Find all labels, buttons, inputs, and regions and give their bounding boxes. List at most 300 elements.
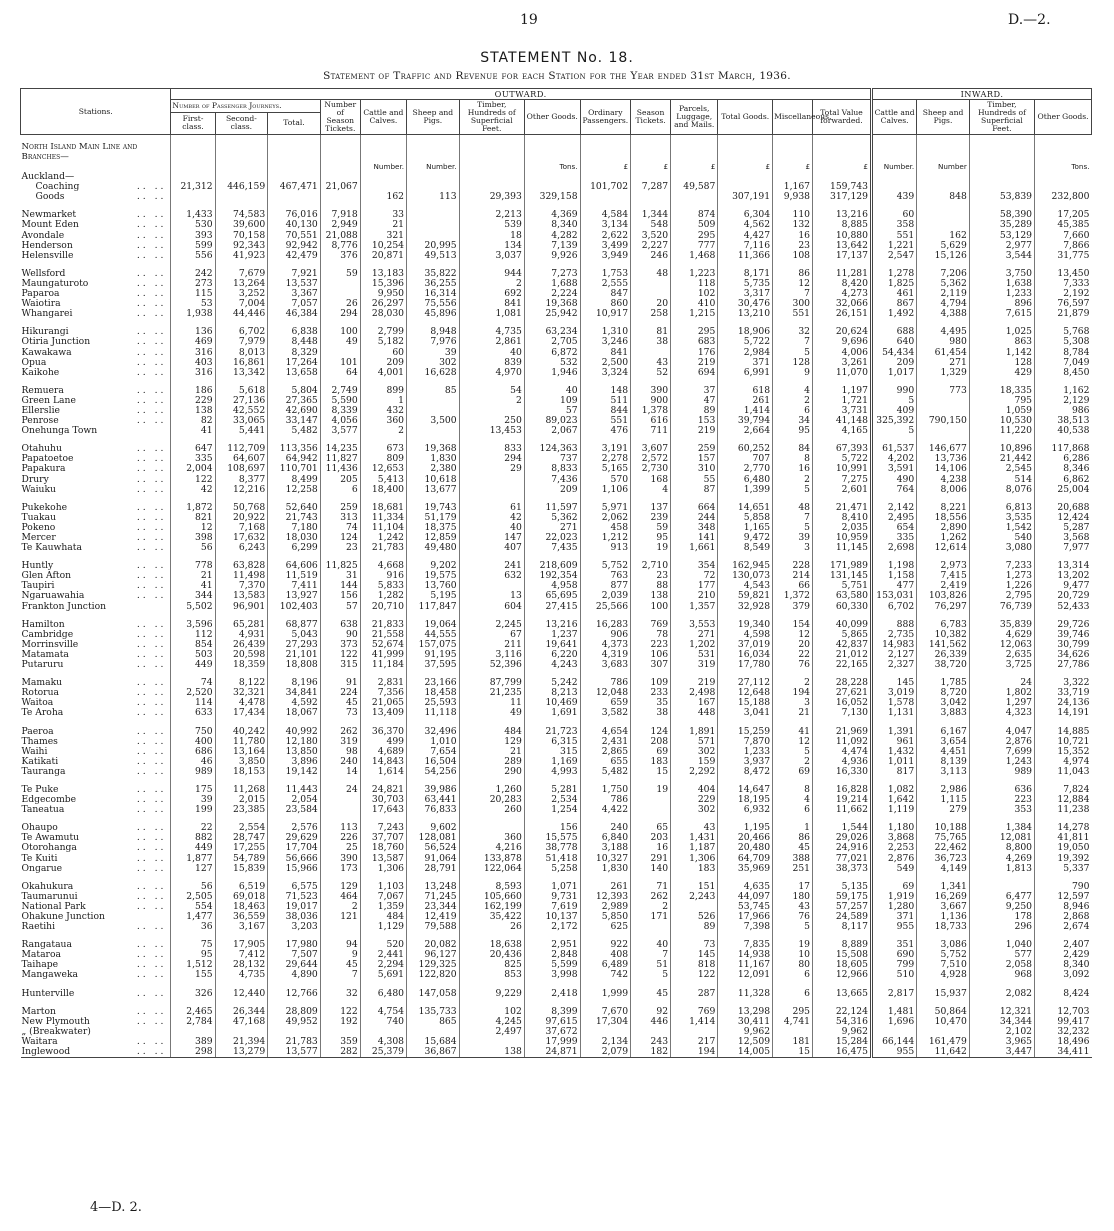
data-cell: 2,418 (524, 989, 580, 999)
data-cell: 3,937 (718, 757, 773, 767)
data-cell: 39,746 (1035, 630, 1092, 640)
data-cell: 26,439 (215, 640, 268, 650)
data-cell: 410 (671, 299, 718, 309)
data-cell: 302 (407, 358, 460, 368)
data-cell: 241 (459, 561, 524, 571)
data-cell: 51,418 (524, 854, 580, 864)
data-cell: 162 (917, 231, 970, 241)
data-cell: 233 (631, 688, 671, 698)
data-cell: 24,821 (360, 785, 406, 795)
data-cell: 1 (773, 823, 813, 833)
data-cell: 8,450 (1035, 368, 1092, 378)
station-name: Ohaupo .. .. (21, 823, 167, 834)
data-cell: 809 (360, 454, 406, 464)
table-row (21, 591, 1092, 601)
data-cell: 315 (320, 660, 360, 670)
data-cell: 133,878 (459, 854, 524, 864)
data-cell: 13,314 (1035, 561, 1092, 571)
data-cell: 1,278 (871, 269, 916, 279)
data-cell: 43 (773, 902, 813, 912)
data-cell: 1,262 (917, 533, 970, 543)
station-label: Auckland— (21, 172, 75, 183)
data-cell: 5,735 (718, 279, 773, 289)
data-cell (813, 172, 872, 182)
spacer-row (21, 932, 1092, 940)
data-cell: 847 (580, 289, 630, 299)
header-inward-cattle: Cattle and Calves. (871, 100, 916, 135)
data-cell: 75,556 (407, 299, 460, 309)
data-cell: 913 (580, 543, 630, 553)
data-cell: 354 (671, 561, 718, 571)
data-cell: 439 (871, 192, 916, 202)
table-row (21, 892, 1092, 902)
station-name: Henderson .. .. (21, 240, 167, 251)
data-cell: 664 (671, 503, 718, 513)
station-label: Morrinsville (21, 639, 79, 650)
data-cell: 14,843 (360, 757, 406, 767)
station-name: National Park .. .. (21, 901, 167, 912)
data-cell: 5,865 (813, 630, 872, 640)
data-cell: 7,436 (524, 475, 580, 485)
data-cell: 13,202 (1035, 571, 1092, 581)
data-cell: 76,597 (1035, 299, 1092, 309)
data-cell: 19,017 (268, 902, 321, 912)
data-cell: 39,794 (718, 416, 773, 426)
data-cell: 53 (171, 299, 215, 309)
table-row (21, 912, 1092, 922)
data-cell: 17,137 (813, 251, 872, 261)
data-cell: 2,227 (631, 241, 671, 251)
data-cell: 2,245 (459, 620, 524, 630)
data-cell: 632 (459, 571, 524, 581)
data-cell: 229 (671, 795, 718, 805)
data-cell: 3,750 (969, 269, 1034, 279)
data-cell: 8,549 (718, 543, 773, 553)
data-cell: 316 (171, 348, 215, 358)
data-cell: 4,936 (813, 757, 872, 767)
data-cell: 3,896 (268, 757, 321, 767)
data-cell: 4,584 (580, 210, 630, 220)
station-name: Otorohanga .. .. (21, 843, 167, 854)
data-cell: 2,622 (580, 231, 630, 241)
data-cell: 16,861 (215, 358, 268, 368)
table-row (21, 823, 1092, 833)
data-cell: 922 (580, 940, 630, 950)
data-cell: 13,216 (813, 210, 872, 220)
station-label: Katikati (21, 756, 59, 767)
data-cell: 71,523 (268, 892, 321, 902)
data-cell: 2,292 (671, 767, 718, 777)
data-cell: 11,597 (524, 503, 580, 513)
station-label: Newmarket (21, 210, 77, 221)
data-cell: 2 (459, 279, 524, 289)
data-cell: 20 (773, 640, 813, 650)
data-cell: 4,794 (917, 299, 970, 309)
data-cell: 5,308 (1035, 337, 1092, 347)
data-cell: 5,482 (580, 767, 630, 777)
header-second-class: Second-class. (215, 112, 268, 134)
data-cell: 877 (580, 581, 630, 591)
data-cell: 16 (631, 843, 671, 853)
spacer-row (21, 999, 1092, 1007)
data-cell: 1,414 (718, 406, 773, 416)
data-cell: 7,275 (813, 475, 872, 485)
data-cell: 34,411 (1035, 1047, 1092, 1058)
data-cell: 4,006 (813, 348, 872, 358)
data-cell: 28,809 (268, 1007, 321, 1017)
data-cell: 476 (580, 426, 630, 436)
table-row (21, 543, 1092, 553)
data-cell: 29,726 (1035, 620, 1092, 630)
data-cell: 2,134 (580, 1037, 630, 1047)
data-cell: 53,839 (969, 192, 1034, 202)
data-cell: 122,064 (459, 864, 524, 874)
data-cell: 467,471 (268, 182, 321, 192)
data-cell: 18,605 (813, 960, 872, 970)
data-cell: 2,817 (871, 989, 916, 999)
data-cell (917, 1027, 970, 1037)
station-name: Ongarue .. .. (21, 863, 167, 874)
station-label: Goods (35, 192, 65, 203)
data-cell: 151 (671, 882, 718, 892)
data-cell: 7 (773, 513, 813, 523)
data-cell: 122 (671, 970, 718, 980)
data-cell: 853 (459, 970, 524, 980)
data-cell: 7,619 (524, 902, 580, 912)
data-cell: 23,385 (215, 805, 268, 815)
data-cell: 49,513 (407, 251, 460, 261)
data-cell (969, 182, 1034, 192)
data-cell: 7,824 (1035, 785, 1092, 795)
data-cell: 6,838 (268, 327, 321, 337)
data-cell: 64,942 (268, 454, 321, 464)
data-cell: 45,385 (1035, 220, 1092, 230)
data-cell: 14 (320, 767, 360, 777)
data-cell: 219 (671, 358, 718, 368)
data-cell: 12,216 (215, 485, 268, 495)
data-cell: 13,298 (718, 1007, 773, 1017)
data-cell: 5,441 (215, 426, 268, 436)
data-cell: 8,946 (1035, 902, 1092, 912)
data-cell: 818 (671, 960, 718, 970)
data-cell: 3,725 (969, 660, 1034, 670)
data-cell: 549 (871, 864, 916, 874)
data-cell: 3,246 (580, 337, 630, 347)
data-cell: 76,833 (407, 805, 460, 815)
data-cell: 6,862 (1035, 475, 1092, 485)
data-cell: 2,989 (580, 902, 630, 912)
data-cell: 7,356 (360, 688, 406, 698)
data-cell: 3,080 (969, 543, 1034, 553)
data-cell: 786 (580, 678, 630, 688)
data-cell: 12 (171, 523, 215, 533)
data-cell: 1,399 (718, 485, 773, 495)
data-cell: 319 (320, 737, 360, 747)
data-cell: 344 (171, 591, 215, 601)
data-cell: 28,132 (215, 960, 268, 970)
table-row (21, 854, 1092, 864)
data-cell: 1,221 (871, 241, 916, 251)
data-cell: 7,180 (268, 523, 321, 533)
data-cell: 19,392 (1035, 854, 1092, 864)
data-cell: 19,142 (268, 767, 321, 777)
data-cell: 12,091 (718, 970, 773, 980)
data-cell: 4,323 (969, 708, 1034, 718)
data-cell: 6,519 (215, 882, 268, 892)
data-cell: 5,258 (524, 864, 580, 874)
data-cell: 13,409 (360, 708, 406, 718)
data-cell: 88 (631, 581, 671, 591)
spacer-row (21, 202, 1092, 210)
data-cell (631, 1027, 671, 1037)
data-cell: 1,432 (871, 747, 916, 757)
data-cell: 4,422 (580, 805, 630, 815)
data-cell: 49,952 (268, 1017, 321, 1027)
station-label: Mangaweka (21, 970, 79, 981)
data-cell: 860 (580, 299, 630, 309)
station-name: Inglewood .. .. (21, 1047, 171, 1058)
data-cell: 12 (773, 630, 813, 640)
data-cell: 40 (459, 348, 524, 358)
data-cell: 110 (773, 210, 813, 220)
data-cell: 8,213 (524, 688, 580, 698)
data-cell: 18,463 (215, 902, 268, 912)
data-cell: 4,273 (813, 289, 872, 299)
data-cell: 12,424 (1035, 513, 1092, 523)
data-cell: 7,243 (360, 823, 406, 833)
station-name: Paeroa .. .. (21, 726, 167, 737)
data-cell: 42,690 (268, 406, 321, 416)
data-cell: 250 (459, 416, 524, 426)
data-cell: 18,359 (215, 660, 268, 670)
data-cell (407, 1027, 460, 1037)
data-cell: 449 (171, 660, 215, 670)
data-cell: 376 (320, 251, 360, 261)
data-cell (459, 1037, 524, 1047)
data-cell: 11,825 (320, 561, 360, 571)
data-cell: 647 (171, 444, 215, 454)
data-cell: 43 (631, 358, 671, 368)
data-cell: 867 (871, 299, 916, 309)
data-cell: 217 (671, 1037, 718, 1047)
data-cell: 295 (671, 231, 718, 241)
data-cell (969, 882, 1034, 892)
data-cell: 19 (631, 543, 671, 553)
data-cell: 29,644 (268, 960, 321, 970)
station-name: Morrinsville .. .. (21, 639, 167, 650)
data-cell: 10,959 (813, 533, 872, 543)
data-cell: 1,226 (969, 581, 1034, 591)
data-cell: 15,937 (917, 989, 970, 999)
data-cell: 4,319 (580, 650, 630, 660)
data-cell: 3 (773, 698, 813, 708)
data-cell (917, 396, 970, 406)
data-cell: 291 (631, 854, 671, 864)
data-cell: 226 (320, 833, 360, 843)
data-cell: 29,629 (268, 833, 321, 843)
data-cell: 4,282 (524, 231, 580, 241)
table-row (21, 843, 1092, 853)
data-cell: 300 (773, 299, 813, 309)
station-name: Cambridge .. .. (21, 629, 167, 640)
data-cell: 279 (917, 805, 970, 815)
data-cell: 171,989 (813, 561, 872, 571)
data-cell: 8,339 (320, 406, 360, 416)
data-cell: 27,136 (215, 396, 268, 406)
station-name: Waitara .. .. (21, 1036, 167, 1047)
data-cell: 61,454 (917, 348, 970, 358)
data-cell: 1,273 (969, 571, 1034, 581)
station-label: Frankton Junction (21, 601, 107, 612)
data-cell (407, 210, 460, 220)
data-cell: 18,153 (215, 767, 268, 777)
unit-label: £ (813, 162, 872, 172)
data-cell: 130,073 (718, 571, 773, 581)
data-cell: 36 (171, 922, 215, 932)
data-cell: 11,104 (360, 523, 406, 533)
data-cell: 86 (773, 269, 813, 279)
data-cell: 25,004 (1035, 485, 1092, 495)
data-cell: 532 (524, 358, 580, 368)
data-cell: 4,269 (969, 854, 1034, 864)
data-cell: 14,651 (718, 503, 773, 513)
data-cell: 12,509 (718, 1037, 773, 1047)
data-cell: 1,280 (871, 902, 916, 912)
station-label: Inglewood (21, 1047, 71, 1058)
data-cell: 30,799 (1035, 640, 1092, 650)
data-cell: 106 (631, 650, 671, 660)
table-row (21, 989, 1092, 999)
data-cell (320, 289, 360, 299)
data-cell: 2,576 (268, 823, 321, 833)
data-cell: 8,171 (718, 269, 773, 279)
data-cell: 59,821 (718, 591, 773, 601)
data-cell: 109 (524, 396, 580, 406)
data-cell: 145 (671, 950, 718, 960)
station-name: Maungaturoto .. .. (21, 278, 167, 289)
data-cell: 7,412 (215, 950, 268, 960)
data-cell: 4,543 (718, 581, 773, 591)
data-cell: 13,183 (360, 269, 406, 279)
station-name: Mercer .. .. (21, 533, 167, 543)
station-label: Remuera (21, 385, 64, 396)
station-label: Papatoetoe (21, 454, 74, 465)
station-name: Taupiri .. .. (21, 581, 167, 592)
data-cell: 223 (631, 640, 671, 650)
data-cell: 2,770 (718, 464, 773, 474)
data-cell: 18,030 (268, 533, 321, 543)
data-cell: 4,668 (360, 561, 406, 571)
table-row (21, 602, 1092, 612)
data-cell: 526 (671, 912, 718, 922)
data-cell: 3,188 (580, 843, 630, 853)
data-cell (215, 192, 268, 202)
data-cell: 4 (773, 386, 813, 396)
data-cell: 76,016 (268, 210, 321, 220)
data-cell (671, 902, 718, 912)
data-cell: 7,116 (718, 241, 773, 251)
data-cell: 70,551 (268, 231, 321, 241)
table-row (21, 464, 1092, 474)
table-row (21, 688, 1092, 698)
data-cell: 27,365 (268, 396, 321, 406)
data-cell: 74 (320, 523, 360, 533)
data-cell: 446 (631, 1017, 671, 1027)
data-cell (215, 1027, 268, 1037)
data-cell: 8,221 (917, 503, 970, 513)
station-name: Thames .. .. (21, 736, 167, 747)
data-cell: 874 (671, 210, 718, 220)
data-cell: 325,392 (871, 416, 916, 426)
data-cell: 13,927 (268, 591, 321, 601)
station-name: New Plymouth .. .. (21, 1016, 167, 1027)
data-cell: 511 (580, 396, 630, 406)
data-cell: 359 (320, 1037, 360, 1047)
data-cell (524, 172, 580, 182)
data-cell: 14,191 (1035, 708, 1092, 718)
data-cell: 18,400 (360, 485, 406, 495)
data-cell: 2,547 (871, 251, 916, 261)
data-cell: 5 (871, 396, 916, 406)
data-cell: 1,431 (671, 833, 718, 843)
data-cell: 181 (773, 1037, 813, 1047)
data-cell: 9,202 (407, 561, 460, 571)
data-cell: 6,813 (969, 503, 1034, 513)
data-cell: 209 (524, 485, 580, 495)
station-label: Te Awamutu (21, 833, 80, 844)
data-cell: 34 (773, 416, 813, 426)
data-cell: 69 (871, 882, 916, 892)
data-cell: 19,368 (524, 299, 580, 309)
data-cell: 35 (631, 698, 671, 708)
data-cell (773, 1027, 813, 1037)
data-cell: 1,106 (580, 485, 630, 495)
data-cell: 1,830 (580, 864, 630, 874)
data-cell: 56,666 (268, 854, 321, 864)
data-cell: 490 (871, 475, 916, 485)
data-cell: 5,833 (360, 581, 406, 591)
data-cell: 262 (631, 892, 671, 902)
data-cell: 21 (171, 571, 215, 581)
data-cell: 408 (580, 950, 630, 960)
data-cell: 1,785 (917, 678, 970, 688)
data-cell: 156 (524, 823, 580, 833)
table-row (21, 444, 1092, 454)
data-cell: 10,469 (524, 698, 580, 708)
data-cell: 2 (773, 396, 813, 406)
data-cell: 73 (320, 708, 360, 718)
data-cell: 12,440 (215, 989, 268, 999)
data-cell: 177 (671, 581, 718, 591)
data-cell: 33 (360, 210, 406, 220)
data-cell: 2,831 (360, 678, 406, 688)
data-cell: 240 (580, 823, 630, 833)
data-cell: 113 (407, 192, 460, 202)
data-cell: 2,698 (871, 543, 916, 553)
data-cell (459, 406, 524, 416)
header-passenger-journeys: Number of Passenger Journeys. (171, 100, 320, 113)
station-label: Tauranga (21, 766, 66, 777)
data-cell: 101,702 (580, 182, 630, 192)
station-label: Glen Afton (21, 571, 72, 582)
data-cell: 3,535 (969, 513, 1034, 523)
data-cell: 19,064 (407, 620, 460, 630)
data-cell: 13,677 (407, 485, 460, 495)
data-cell: 8,006 (917, 485, 970, 495)
data-cell: 138 (631, 591, 671, 601)
data-cell: 14,235 (320, 444, 360, 454)
table-row (21, 523, 1092, 533)
